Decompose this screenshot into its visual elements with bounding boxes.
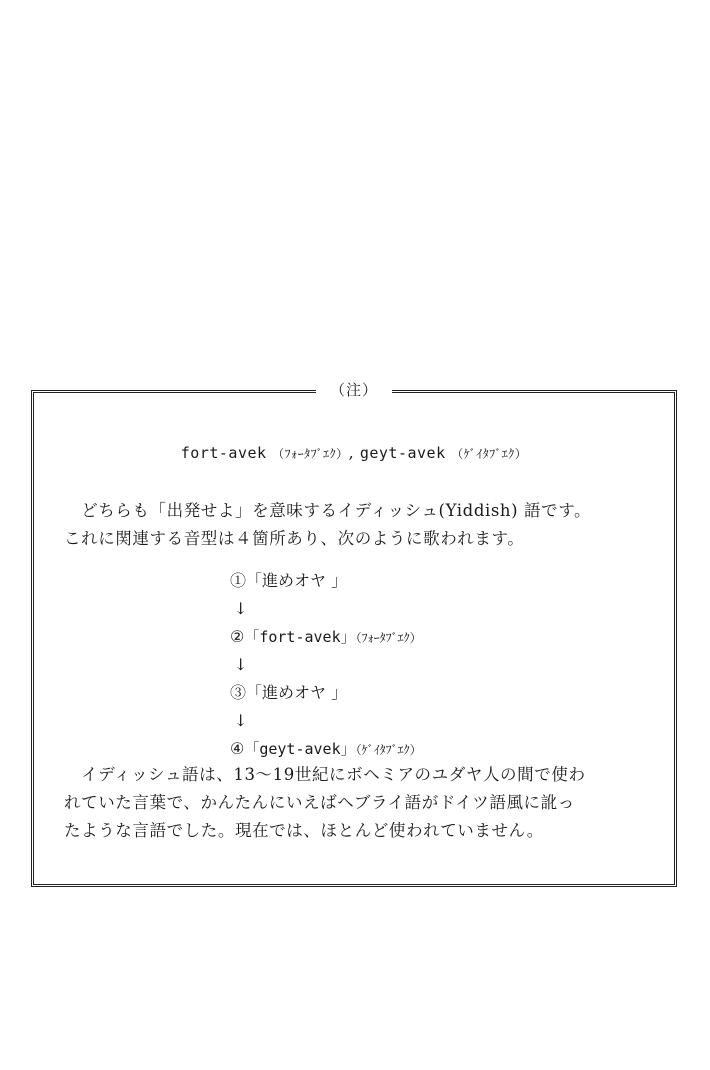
sequence-reading: （ﾌｫｰﾀﾌﾞｴｸ） <box>355 631 422 645</box>
sequence-text: 「進めオヤ 」 <box>246 683 348 702</box>
sequence-item-1 <box>230 567 422 595</box>
sequence-item-2 <box>230 623 422 651</box>
down-arrow-icon: ↓ <box>234 655 248 674</box>
down-arrow-icon: ↓ <box>234 599 248 618</box>
sequence-number: ④ <box>230 739 245 758</box>
sequence-text: 「geyt-avek」 <box>244 740 356 758</box>
sequence-number: ① <box>230 571 247 590</box>
note-title: （注） <box>316 377 392 403</box>
headline-separator: , <box>348 443 355 462</box>
sequence-reading: （ｹﾞｲﾀﾌﾞｴｸ） <box>355 743 422 757</box>
sequence-text: 「進めオヤ 」 <box>246 571 348 590</box>
paragraph-line: れていた言葉で、かんたんにいえばヘブライ語がドイツ語風に訛っ <box>64 793 575 812</box>
paragraph-line: どちらも「出発せよ」を意味するイディッシュ(Yiddish) 語です。 <box>64 501 592 520</box>
sequence-text: 「fort-avek」 <box>244 628 356 646</box>
paragraph-explanation <box>64 761 654 845</box>
paragraph-line: たような言語でした。現在では、ほとんど使われていません。 <box>64 821 544 840</box>
note-box <box>31 381 677 887</box>
down-arrow-icon: ↓ <box>234 711 248 730</box>
headline-word-2: geyt-avek <box>359 444 446 462</box>
sequence-number: ③ <box>230 683 247 702</box>
paragraph-line: これに関連する音型は４箇所あり、次のように歌われます。 <box>64 529 525 548</box>
sequence-item-3 <box>230 679 422 707</box>
sequence-item-4 <box>230 735 422 763</box>
phrase-sequence <box>230 567 422 763</box>
paragraph-line: イディッシュ語は、13〜19世紀にボヘミアのユダヤ人の間で使わ <box>64 765 586 784</box>
headline-word-1: fort-avek <box>180 444 267 462</box>
headline-reading-2: （ｹﾞｲﾀﾌﾞｴｸ） <box>451 447 528 461</box>
headline <box>34 443 674 462</box>
sequence-number: ② <box>230 627 245 646</box>
paragraph-intro <box>64 497 654 553</box>
headline-reading-1: （ﾌｫｰﾀﾌﾞｴｸ） <box>272 447 349 461</box>
